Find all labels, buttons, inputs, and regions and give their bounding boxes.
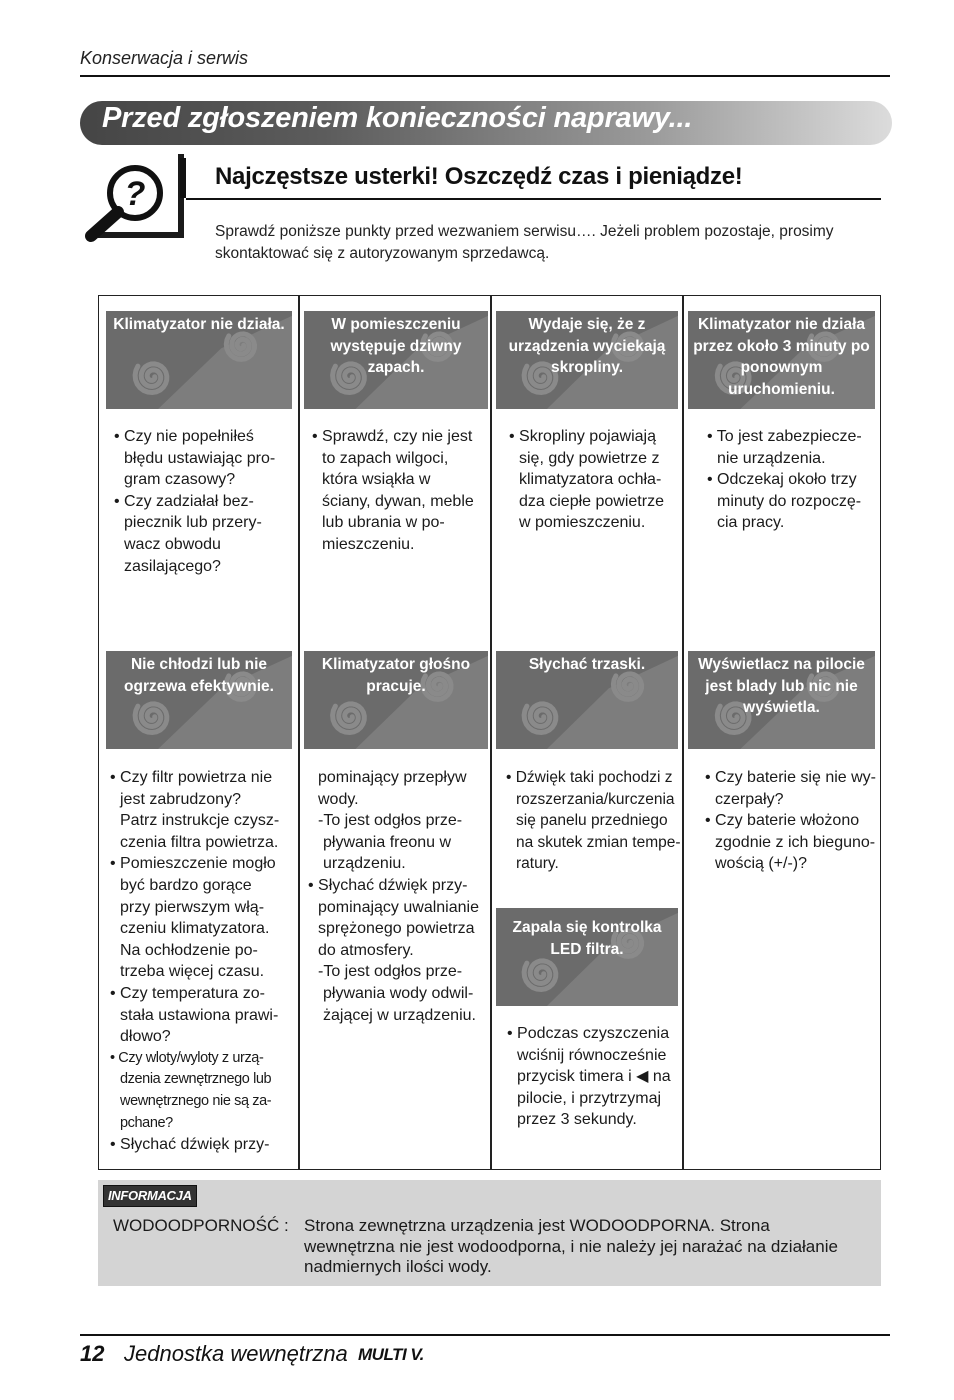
- text-line: do atmosfery.: [318, 941, 414, 959]
- symptom-title: Klimatyzator nie działa przez około 3 minuty po ponownym uruchomieniu.: [693, 316, 870, 398]
- text-line: klimatyzatora ochła-: [519, 471, 662, 489]
- bullet-line: • Czy zadziałał bez-: [114, 492, 254, 510]
- info-tag: INFORMACJA: [103, 1185, 197, 1207]
- cell-answer: [506, 767, 682, 875]
- symptom-panel: [496, 908, 678, 1006]
- text-line: pominający przepływ: [318, 769, 467, 786]
- text-line: przycisk timera i ◀ na: [517, 1068, 671, 1086]
- text-line: zasilającego?: [124, 557, 221, 575]
- symptom-panel: [496, 311, 678, 409]
- text-line: wacz obwodu: [124, 535, 221, 553]
- bullet-line: • Sprawdź, czy nie jest: [312, 428, 473, 445]
- text-line: zgodnie z ich bieguno-: [715, 833, 876, 851]
- cell-answer: [114, 426, 296, 577]
- symptom-title: Wyświetlacz na pilocie jest blady lub nic nie wyświetla.: [698, 656, 865, 716]
- swirl-decoration: [135, 364, 167, 393]
- bullet-line: • Słychać dźwięk przy-: [110, 1136, 270, 1154]
- swirl-decoration: [524, 704, 556, 733]
- cell-answer: [507, 1023, 683, 1131]
- text-line: wody.: [318, 790, 359, 808]
- bullet-line: • Podczas czyszczenia: [507, 1025, 670, 1042]
- symptom-title: Klimatyzator głośno pracuje.: [321, 656, 471, 695]
- text-line: gram czasowy?: [124, 471, 236, 489]
- text-line: urządzeniu.: [323, 855, 406, 873]
- text-line: dłowo?: [120, 1028, 171, 1046]
- text-line: ratury.: [516, 855, 559, 873]
- bullet-line: • Czy nie popełniłeś: [114, 428, 254, 445]
- text-line: pływania wody odwil-: [323, 984, 474, 1002]
- symptom-title: Wydaje się, że z urządzenia wyciekają skropliny.: [508, 316, 666, 376]
- page-title: Przed zgłoszeniem konieczności naprawy...: [102, 102, 693, 134]
- symptom-panel: [106, 311, 292, 409]
- cell-answer: [110, 767, 296, 1156]
- text-line: się panelu przedniego: [516, 812, 668, 830]
- swirl-decoration: [333, 704, 365, 733]
- bullet-line: • To jest zabezpiecze-: [707, 428, 862, 445]
- text-line: mieszczeniu.: [322, 535, 415, 553]
- symptom-panel: [304, 311, 488, 409]
- cell-answer: [705, 767, 881, 875]
- text-line: stała ustawiona prawi-: [120, 1006, 279, 1024]
- bullet-line: • Czy filtr powietrza nie: [110, 769, 273, 786]
- bullet-line: • Pomieszczenie mogło: [110, 855, 276, 873]
- bullet-line: • Dźwięk taki pochodzi z: [506, 769, 673, 786]
- symptom-panel: [688, 651, 875, 749]
- subtitle-rule: [186, 198, 881, 200]
- column-divider: [298, 295, 300, 1170]
- bullet-line: • Czy wloty/wyloty z urzą-: [110, 1049, 264, 1066]
- text-line: czenia filtra powietrza.: [120, 833, 279, 851]
- swirl-decoration: [135, 704, 167, 733]
- text-line: nie urządzenia.: [717, 449, 826, 467]
- symptom-title: Zapala się kontrolka LED filtra.: [512, 919, 662, 958]
- text-line: przy pierwszym włą-: [120, 898, 265, 916]
- multi-v-logo: MULTI V.: [358, 1345, 424, 1364]
- bullet-line: • Czy temperatura zo-: [110, 984, 265, 1002]
- text-line: Patrz instrukcje czysz-: [120, 812, 280, 830]
- swirl-decoration: [226, 334, 254, 360]
- section-label: Konserwacja i serwis: [80, 48, 249, 68]
- text-line: która wsiąkła w: [322, 471, 431, 489]
- intro-text: Sprawdź poniższe punkty przed wezwaniem serwisu…. Jeżeli problem pozostaje, prosimy skontaktować się z autoryzowanym sprzedawcą.: [215, 223, 834, 262]
- text-line: ściany, dywan, meble: [322, 492, 474, 510]
- column-divider: [490, 295, 492, 1170]
- text-line: sprężonego powietrza: [318, 920, 475, 938]
- subtitle: Najczęstsze usterki! Oszczędź czas i pieniądze!: [215, 163, 743, 190]
- text-line: dzenia zewnętrznego lub: [120, 1071, 272, 1088]
- cell-answer: [707, 426, 879, 534]
- text-line: czerpały?: [715, 790, 784, 808]
- text-line: pływania freonu w: [323, 833, 452, 851]
- symptom-panel: [496, 651, 678, 749]
- text-line: trzeba więcej czasu.: [120, 963, 265, 981]
- text-line: błędu ustawiając pro-: [124, 449, 276, 467]
- text-line: pilocie, i przytrzymaj: [517, 1089, 662, 1107]
- cell-answer: [312, 426, 488, 556]
- page-number: 12: [80, 1341, 105, 1366]
- bullet-line: • Czy baterie się nie wy-: [705, 769, 876, 786]
- text-line: -To jest odgłos prze-: [318, 963, 463, 981]
- footer-title: Jednostka wewnętrzna: [124, 1341, 348, 1366]
- text-line: w pomieszczeniu.: [519, 514, 646, 532]
- info-text: Strona zewnętrzna urządzenia jest WODOODPORNA. Strona wewnętrzna nie jest wodoodporna, i nie należy jej narażać na działanie nadmiernych ilości wody.: [304, 1216, 838, 1276]
- text-line: pominający uwalnianie: [318, 898, 479, 916]
- footer-rule: [80, 1334, 890, 1336]
- text-line: rozszerzania/kurczenia: [516, 790, 675, 808]
- text-line: żającej w urządzeniu.: [323, 1006, 476, 1024]
- symptom-panel: [304, 651, 488, 749]
- text-line: się, gdy powietrze z: [519, 449, 660, 467]
- header-rule: [80, 75, 890, 77]
- text-line: jest zabrudzony?: [120, 790, 241, 808]
- symptom-title: Słychać trzaski.: [528, 656, 646, 673]
- swirl-decoration: [613, 674, 641, 700]
- text-line: minuty do rozpoczę-: [717, 492, 862, 510]
- text-line: Na ochłodzenie po-: [120, 941, 258, 959]
- text-line: wewnętrznego nie są za-: [120, 1092, 272, 1109]
- text-line: lub ubrania w po-: [322, 514, 445, 532]
- bullet-line: • Skropliny pojawiają: [509, 428, 657, 445]
- text-line: na skutek zmian tempe-: [516, 833, 681, 851]
- text-line: cia pracy.: [717, 514, 785, 532]
- symptom-title: Nie chłodzi lub nie ogrzewa efektywnie.: [124, 656, 274, 695]
- text-line: dza ciepłe powietrze: [519, 492, 664, 510]
- text-line: przez 3 sekundy.: [517, 1111, 637, 1129]
- text-line: pchane?: [120, 1114, 173, 1131]
- info-label: WODOODPORNOŚĆ :: [113, 1216, 289, 1235]
- bullet-line: • Słychać dźwięk przy-: [308, 876, 468, 894]
- symptom-title: W pomieszczeniu występuje dziwny zapach.: [330, 316, 462, 376]
- subtitle-bar: [180, 158, 186, 198]
- text-line: -To jest odgłos prze-: [318, 812, 463, 830]
- cell-answer: [509, 426, 681, 534]
- cell-answer: [308, 767, 490, 1026]
- question-magnifier-icon: [78, 160, 178, 246]
- text-line: czeniu klimatyzatora.: [120, 920, 270, 938]
- symptom-title: Klimatyzator nie działa.: [113, 316, 285, 333]
- text-line: to zapach wilgoci,: [322, 449, 449, 467]
- text-line: wością (+/-)?: [715, 855, 808, 873]
- text-line: być bardzo gorące: [120, 876, 252, 894]
- bullet-line: • Czy baterie włożono: [705, 812, 860, 830]
- text-line: wciśnij równocześnie: [517, 1046, 667, 1064]
- symptom-panel: [688, 311, 875, 409]
- question-mark-glyph: ?: [124, 175, 146, 213]
- symptom-panel: [106, 651, 292, 749]
- bullet-line: • Odczekaj około trzy: [707, 471, 857, 489]
- swirl-decoration: [524, 961, 556, 990]
- text-line: piecznik lub przery-: [124, 514, 262, 532]
